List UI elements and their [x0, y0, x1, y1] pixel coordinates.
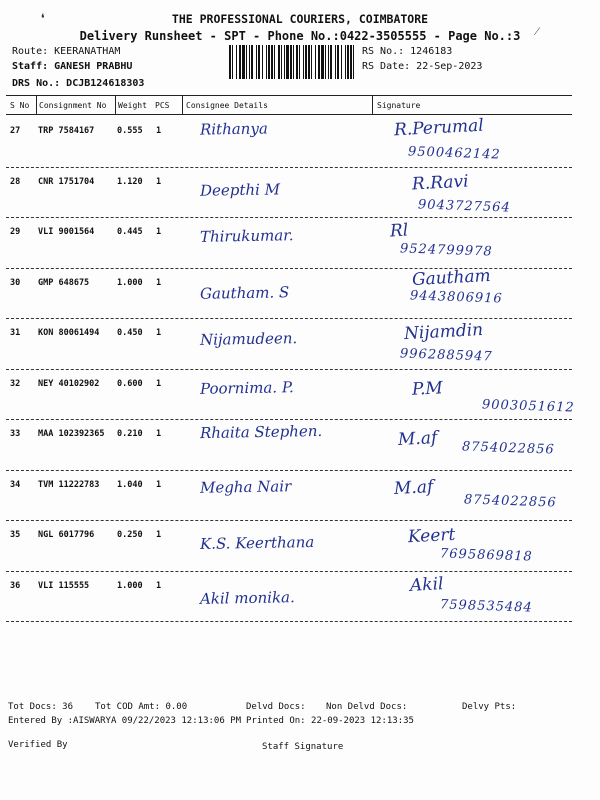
barcode-bar [232, 45, 233, 79]
receiver-signature: Keert [407, 524, 456, 548]
row-separator [6, 369, 572, 370]
consignee-name-handwritten: Rhaita Stephen. [199, 421, 323, 443]
barcode-bar [353, 45, 354, 79]
serial-number: 30 [10, 277, 21, 288]
route-label: Route: KEERANATHAM [12, 46, 121, 57]
barcode-bar [271, 45, 273, 79]
receiver-phone: 7598535484 [439, 596, 533, 616]
barcode-bar [278, 45, 280, 79]
weight-value: 1.000 [117, 277, 143, 288]
weight-value: 0.555 [117, 126, 143, 136]
barcode-bar [242, 45, 245, 79]
col-header-weight: Weight [118, 101, 147, 110]
receiver-phone: 9443806916 [409, 287, 503, 307]
consignment-number: TVM 11222783 [38, 479, 100, 490]
staff-label: Staff: GANESH PRABHU [12, 61, 133, 72]
consignment-number: NEY 40102902 [38, 378, 100, 389]
pcs-value: 1 [156, 227, 162, 237]
barcode-bar [274, 45, 275, 79]
rs-number: RS No.: 1246183 [362, 46, 453, 57]
column-divider [36, 95, 37, 114]
barcode-bar [284, 45, 285, 79]
weight-value: 1.000 [117, 580, 143, 591]
company-title: THE PROFESSIONAL COURIERS, COIMBATORE [171, 12, 429, 26]
barcode-bar [246, 45, 247, 79]
col-header-pcs: PCS [155, 101, 170, 110]
drs-number: DRS No.: DCJB124618303 [12, 78, 145, 89]
table-header-bottom-rule [6, 114, 572, 115]
pcs-value: 1 [156, 429, 162, 439]
receiver-signature: Rl [389, 220, 409, 242]
col-header-sno: S No [10, 101, 30, 110]
entered-by: Entered By :AISWARYA 09/22/2023 12:13:06 PM [8, 716, 241, 726]
barcode-bar [347, 45, 349, 79]
barcode-bar [229, 45, 231, 79]
barcode-bar [315, 45, 316, 79]
receiver-signature: M.af [393, 476, 434, 499]
consignee-name-handwritten: K.S. Keerthana [199, 533, 315, 553]
barcode-bar [290, 45, 292, 79]
serial-number: 29 [10, 227, 21, 237]
barcode-bar [286, 45, 289, 79]
row-separator [6, 318, 572, 319]
total-cod-amount: Tot COD Amt: 0.00 [95, 702, 188, 712]
consignee-name-handwritten: Rithanya [199, 119, 268, 139]
consignment-number: VLI 9001564 [38, 227, 95, 237]
barcode-bar [251, 45, 253, 79]
serial-number: 36 [10, 580, 21, 591]
receiver-phone: 9524799978 [399, 241, 493, 260]
barcode-bar [262, 45, 263, 79]
serial-number: 33 [10, 429, 21, 439]
col-header-consignment: Consignment No [39, 101, 107, 110]
barcode-bar [345, 45, 346, 79]
row-separator [6, 419, 572, 420]
receiver-signature: R.Perumal [393, 115, 485, 141]
pcs-value: 1 [156, 378, 162, 389]
serial-number: 32 [10, 378, 21, 389]
consignee-name-handwritten: Megha Nair [199, 476, 292, 497]
barcode-bar [321, 45, 324, 79]
consignee-name-handwritten: Poornima. P. [199, 377, 294, 398]
pcs-value: 1 [156, 580, 162, 591]
receiver-signature: Gautham [411, 265, 492, 290]
consignee-name-handwritten: Akil monika. [199, 587, 295, 608]
barcode-bar [325, 45, 326, 79]
barcode-bar [239, 45, 241, 79]
pcs-value: 1 [156, 277, 162, 288]
barcode-bar [308, 45, 310, 79]
receiver-signature: Akil [409, 573, 444, 596]
consignment-number: CNR 1751704 [38, 176, 95, 187]
pcs-value: 1 [156, 328, 162, 338]
non-delivered-docs: Non Delvd Docs: [326, 702, 408, 712]
weight-value: 1.120 [117, 176, 143, 187]
receiver-phone: 9043727564 [417, 196, 511, 216]
serial-number: 35 [10, 530, 21, 540]
column-divider [372, 95, 373, 114]
column-divider [182, 95, 183, 114]
barcode-bar [305, 45, 307, 79]
consignment-number: GMP 648675 [38, 277, 90, 288]
barcode-bar [268, 45, 270, 79]
pcs-value: 1 [156, 479, 162, 490]
barcode-bar [236, 45, 237, 79]
scan-mark: ❛ [38, 10, 48, 29]
consignee-name-handwritten: Thirukumar. [199, 226, 294, 246]
receiver-phone: 8754022856 [463, 491, 557, 511]
barcode-bar [296, 45, 298, 79]
column-divider [115, 95, 116, 114]
barcode-bar [303, 45, 304, 79]
barcode-image [228, 45, 356, 79]
runsheet-subtitle: Delivery Runsheet - SPT - Phone No.:0422-3505555 - Page No.:3 [79, 29, 521, 43]
consignment-number: VLI 115555 [38, 580, 90, 591]
receiver-phone: 9003051612 [481, 396, 575, 416]
row-separator [6, 621, 572, 622]
row-separator [6, 470, 572, 471]
table-header-top-rule [6, 95, 572, 96]
receiver-signature: P.M [411, 377, 444, 400]
receiver-phone: 7695869818 [439, 546, 533, 565]
receiver-phone: 9962885947 [399, 346, 493, 365]
weight-value: 0.445 [117, 227, 143, 237]
barcode-bar [335, 45, 336, 79]
barcode-bar [318, 45, 320, 79]
row-separator [6, 217, 572, 218]
barcode-bar [311, 45, 312, 79]
barcode-bar [350, 45, 352, 79]
consignment-number: MAA 102392365 [38, 429, 105, 439]
weight-value: 0.600 [117, 378, 143, 389]
serial-number: 34 [10, 479, 21, 490]
pcs-value: 1 [156, 176, 162, 187]
total-docs: Tot Docs: 36 [8, 702, 74, 712]
barcode-bar [249, 45, 250, 79]
weight-value: 0.210 [117, 429, 143, 439]
weight-value: 1.040 [117, 479, 143, 490]
receiver-phone: 9500462142 [407, 144, 501, 163]
barcode-bar [281, 45, 282, 79]
scan-mark: ⁄ [536, 24, 539, 38]
rs-date: RS Date: 22-Sep-2023 [362, 61, 483, 72]
barcode-bar [341, 45, 342, 79]
receiver-signature: R.Ravi [411, 171, 470, 194]
col-header-consignee: Consignee Details [186, 101, 268, 110]
pcs-value: 1 [156, 530, 162, 540]
consignee-name-handwritten: Nijamudeen. [199, 329, 298, 349]
delivery-points: Delvy Pts: [462, 702, 517, 712]
verified-by-label: Verified By [8, 740, 68, 750]
printed-on: Printed On: 22-09-2023 12:13:35 [246, 716, 414, 726]
receiver-phone: 8754022856 [461, 439, 555, 458]
receiver-signature: Nijamdin [403, 319, 484, 345]
consignment-number: NGL 6017796 [38, 530, 95, 540]
barcode-bar [330, 45, 332, 79]
barcode-bar [266, 45, 267, 79]
barcode-bar [258, 45, 260, 79]
barcode-bar [299, 45, 300, 79]
row-separator [6, 520, 572, 521]
barcode-bar [328, 45, 329, 79]
pcs-value: 1 [156, 126, 162, 136]
consignment-number: KON 80061494 [38, 328, 100, 338]
barcode-bar [256, 45, 257, 79]
consignee-name-handwritten: Gautham. S [199, 282, 290, 303]
row-separator [6, 167, 572, 168]
staff-signature-label: Staff Signature [262, 742, 344, 752]
row-separator [6, 571, 572, 572]
serial-number: 27 [10, 126, 21, 136]
barcode-bar [337, 45, 339, 79]
barcode-bar [293, 45, 294, 79]
weight-value: 0.450 [117, 328, 143, 338]
col-header-signature: Signature [377, 101, 421, 110]
serial-number: 28 [10, 176, 21, 187]
weight-value: 0.250 [117, 530, 143, 540]
receiver-signature: M.af [397, 427, 438, 451]
serial-number: 31 [10, 328, 21, 338]
consignee-name-handwritten: Deepthi M [199, 179, 281, 200]
delivered-docs: Delvd Docs: [246, 702, 306, 712]
consignment-number: TRP 7584167 [38, 126, 95, 136]
